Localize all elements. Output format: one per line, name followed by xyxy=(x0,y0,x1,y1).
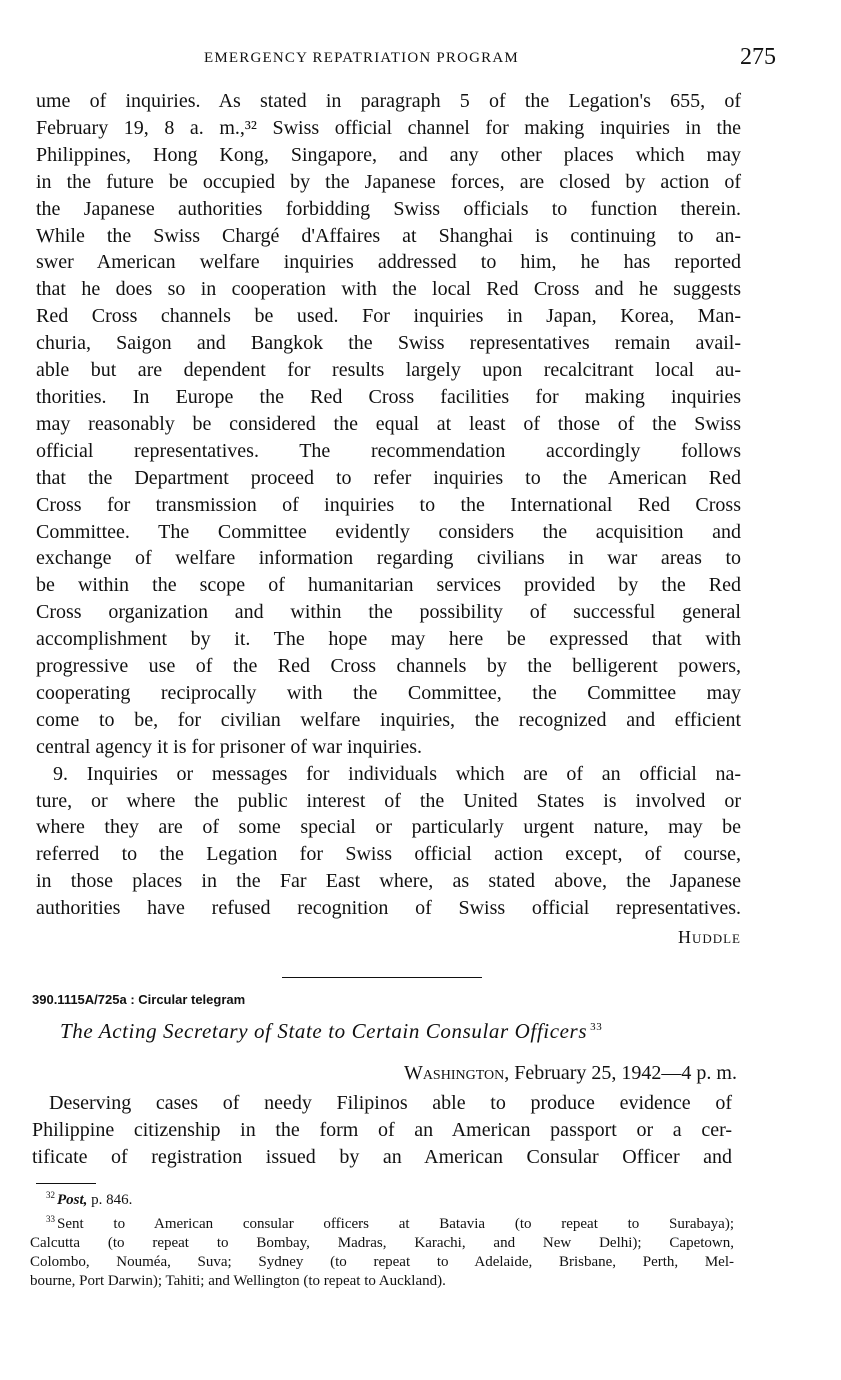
body-line: Committee. The Committee evidently considers the acquisition and xyxy=(36,520,741,543)
paragraph-9-line: where they are of some special or particularly urgent nature, may be xyxy=(36,816,741,839)
body-line: central agency it is for prisoner of war inquiries. xyxy=(36,735,422,758)
footnote-32 xyxy=(30,1186,734,1210)
footnote-33-line xyxy=(30,1210,734,1234)
body-line: While the Swiss Chargé d'Affaires at Shanghai is continuing to an- xyxy=(36,224,741,247)
body-line: progressive use of the Red Cross channels by the belligerent powers, xyxy=(36,655,741,678)
footnote-33-line: Calcutta (to repeat to Bombay, Madras, Karachi, and New Delhi); Capetown, xyxy=(30,1235,734,1251)
footnote-33-mark: 33 xyxy=(46,1214,55,1224)
footnote-33-line: bourne, Port Darwin); Tahiti; and Wellington (to repeat to Auckland). xyxy=(30,1273,446,1289)
body-line: Cross for transmission of inquiries to the International Red Cross xyxy=(36,493,741,516)
body-line: in the future be occupied by the Japanese forces, are closed by action of xyxy=(36,170,741,193)
body-line: may reasonably be considered the equal at least of those of the Swiss xyxy=(36,412,741,435)
dateline xyxy=(404,1062,737,1085)
telegram-body xyxy=(32,1090,732,1171)
body-line: be within the scope of humanitarian services provided by the Red xyxy=(36,574,741,597)
body-line: official representatives. The recommendation accordingly follows xyxy=(36,439,741,462)
footnote-divider xyxy=(36,1183,96,1184)
paragraph-9-line: 9. Inquiries or messages for individuals which are of an official na- xyxy=(53,762,741,785)
telegram-line: Deserving cases of needy Filipinos able to produce evidence of xyxy=(49,1092,732,1114)
body-line: swer American welfare inquiries addressed to him, he has reported xyxy=(36,251,741,274)
body-line: the Japanese authorities forbidding Swiss officials to function therein. xyxy=(36,197,741,220)
document-title-text: The Acting Secretary of State to Certain Consular Officers xyxy=(60,1019,588,1043)
footnote-32-ref: Post, xyxy=(57,1192,88,1208)
body-line: come to be, for civilian welfare inquiries, the recognized and efficient xyxy=(36,708,741,731)
paragraph-9-line: ture, or where the public interest of the United States is involved or xyxy=(36,789,741,812)
signature: Huddle xyxy=(677,927,741,948)
body-text xyxy=(36,88,741,952)
dateline-place: Washington, xyxy=(403,1062,510,1084)
telegram-line: Philippine citizenship in the form of an American passport or a cer- xyxy=(32,1118,732,1141)
body-line: Red Cross channels be used. For inquiries in Japan, Korea, Man- xyxy=(36,305,741,328)
dateline-date: February 25, 1942—4 p. m. xyxy=(514,1062,737,1084)
body-line: accomplishment by it. The hope may here be expressed that with xyxy=(36,628,741,651)
section-divider xyxy=(282,977,482,978)
telegram-line: tificate of registration issued by an American Consular Officer and xyxy=(32,1145,732,1168)
paragraph-9-line: in those places in the Far East where, as stated above, the Japanese xyxy=(36,870,741,893)
running-head xyxy=(36,44,776,84)
body-line: exchange of welfare information regarding civilians in war areas to xyxy=(36,547,741,570)
paragraph-9-line: authorities have refused recognition of Swiss official representatives. xyxy=(36,897,741,920)
footnote-marker: 33 xyxy=(590,1021,603,1033)
body-line: that the Department proceed to refer inquiries to the American Red xyxy=(36,466,741,489)
file-reference: 390.1115A/725a : Circular telegram xyxy=(32,992,246,1007)
body-line: that he does so in cooperation with the local Red Cross and he suggests xyxy=(36,278,741,301)
body-line: Cross organization and within the possibility of successful general xyxy=(36,601,741,624)
page-number: 275 xyxy=(740,44,776,70)
footnote-32-page: p. 846. xyxy=(91,1192,133,1208)
footnotes xyxy=(30,1186,734,1291)
body-line: thorities. In Europe the Red Cross facilities for making inquiries xyxy=(36,385,741,408)
document-title xyxy=(60,1019,602,1044)
paragraph-9-line: referred to the Legation for Swiss official action except, of course, xyxy=(36,843,741,866)
body-line: churia, Saigon and Bangkok the Swiss representatives remain avail- xyxy=(36,332,741,355)
footnote-33-text: Sent to American consular officers at Batavia (to repeat to Surabaya); xyxy=(57,1216,734,1232)
body-line: ume of inquiries. As stated in paragraph 5 of the Legation's 655, of xyxy=(36,90,741,112)
footnote-32-mark: 32 xyxy=(46,1190,55,1200)
body-line: cooperating reciprocally with the Committee, the Committee may xyxy=(36,681,741,704)
body-line: Philippines, Hong Kong, Singapore, and any other places which may xyxy=(36,143,741,166)
body-line: February 19, 8 a. m.,³² Swiss official channel for making inquiries in the xyxy=(36,116,741,139)
body-line: able but are dependent for results largely upon recalcitrant local au- xyxy=(36,359,741,382)
running-title: EMERGENCY REPATRIATION PROGRAM xyxy=(204,50,519,66)
footnote-33-line: Colombo, Nouméa, Suva; Sydney (to repeat to Adelaide, Brisbane, Perth, Mel- xyxy=(30,1254,734,1270)
